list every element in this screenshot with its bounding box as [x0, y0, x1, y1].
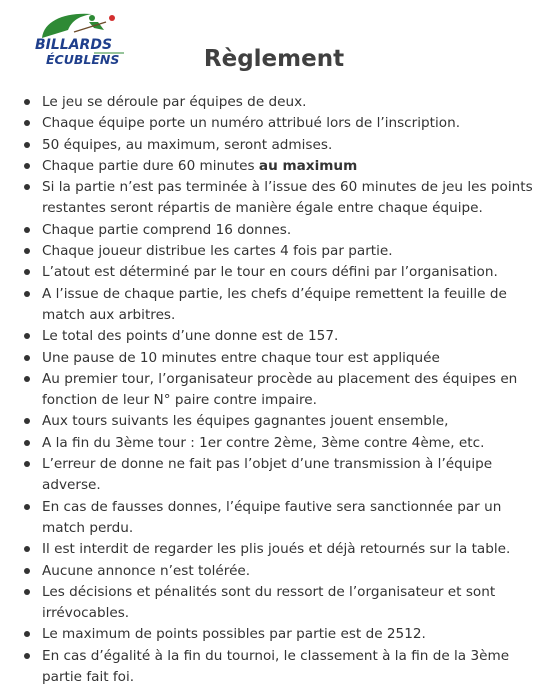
bullet-icon [24, 142, 30, 148]
rule-text: En cas d’égalité à la fin du tournoi, le classement à la fin de la 3ème partie fait foi. [42, 647, 510, 686]
rule-text: Une pause de 10 minutes entre chaque tour est appliquée [42, 349, 440, 366]
rule-text: A la fin du 3ème tour : 1er contre 2ème, 3ème contre 4ème, etc. [42, 434, 485, 451]
bullet-icon [24, 546, 30, 552]
rule-text: L’atout est déterminé par le tour en cours défini par l’organisation. [42, 264, 498, 281]
rule-item [0, 92, 548, 113]
rule-item [0, 582, 548, 625]
bullet-icon [24, 184, 30, 190]
rule-item [0, 326, 548, 347]
bullet-icon [24, 227, 30, 233]
logo-ball [109, 15, 115, 21]
rule-text: 50 équipes, au maximum, seront admises. [42, 136, 333, 153]
rule-item [0, 624, 548, 645]
bullet-icon [24, 440, 30, 446]
bullet-icon [24, 461, 30, 467]
rule-text: En cas de fausses donnes, l’équipe fautive sera sanctionnée par un match perdu. [42, 498, 502, 536]
logo-swoosh-shape [42, 14, 92, 38]
bullet-icon [24, 120, 30, 126]
rule-item [0, 454, 548, 497]
rule-text: Chaque partie comprend 16 donnes. [42, 221, 292, 238]
rule-text: Le jeu se déroule par équipes de deux. [42, 94, 307, 110]
bullet-icon [24, 418, 30, 424]
rule-emphasis: au maximum [258, 157, 358, 174]
rule-text: Au premier tour, l’organisateur procède au placement des équipes en fonction de leur N° paire contre impaire. [42, 370, 518, 409]
bullet-icon [24, 631, 30, 637]
rule-text: Aux tours suivants les équipes gagnantes jouent ensemble, [42, 413, 449, 430]
rule-item [0, 539, 548, 560]
rule-item [0, 262, 548, 283]
bullet-icon [24, 653, 30, 659]
bullet-icon [24, 248, 30, 254]
rule-text: Le total des points d’une donne est de 157. [42, 328, 339, 345]
rule-item [0, 646, 548, 689]
bullet-icon [24, 333, 30, 339]
rule-text: Les décisions et pénalités sont du ressort de l’organisateur et sont irrévocables. [42, 583, 496, 622]
rule-item [0, 369, 548, 412]
page-title: Règlement [203, 46, 345, 72]
logo-text-ecublens: ÉCUBLENS [46, 52, 120, 67]
rule-item [0, 113, 548, 134]
rule-item [0, 241, 548, 262]
bullet-icon [24, 376, 30, 382]
logo-player-head [89, 15, 95, 21]
rule-item [0, 156, 548, 177]
logo-text-billards: BILLARDS [35, 37, 113, 53]
rule-item [0, 348, 548, 369]
bullet-icon [24, 99, 30, 105]
rule-item [0, 561, 548, 582]
rule-item [0, 411, 548, 432]
rule-text: Chaque partie dure 60 minutes [42, 157, 259, 174]
rule-item [0, 433, 548, 454]
bullet-icon [24, 163, 30, 169]
rule-text: Si la partie n’est pas terminée à l’issue des 60 minutes de jeu les points restantes seront répartis de manière égale entre chaque équipe. [42, 179, 533, 217]
bullet-icon [24, 291, 30, 297]
rule-text: Aucune annonce n’est tolérée. [42, 562, 251, 579]
rule-text: Chaque joueur distribue les cartes 4 fois par partie. [42, 243, 393, 260]
bullet-icon [24, 568, 30, 574]
rule-text: A l’issue de chaque partie, les chefs d’équipe remettent la feuille de match aux arbitres. [42, 285, 507, 323]
rule-text: L’erreur de donne ne fait pas l’objet d’une transmission à l’équipe adverse. [42, 456, 493, 494]
rule-item [0, 284, 548, 327]
bullet-icon [24, 504, 30, 510]
rules-list [0, 92, 548, 688]
bullet-icon [24, 355, 30, 361]
rule-text: Chaque équipe porte un numéro attribué lors de l’inscription. [42, 115, 461, 132]
rule-text: Le maximum de points possibles par partie est de 2512. [42, 626, 426, 643]
rule-text: Il est interdit de regarder les plis joués et déjà retournés sur la table. [42, 541, 511, 558]
bullet-icon [24, 589, 30, 595]
rule-item [0, 497, 548, 540]
bullet-icon [24, 269, 30, 275]
rule-item [0, 177, 548, 220]
rule-item [0, 220, 548, 241]
rule-item [0, 135, 548, 156]
